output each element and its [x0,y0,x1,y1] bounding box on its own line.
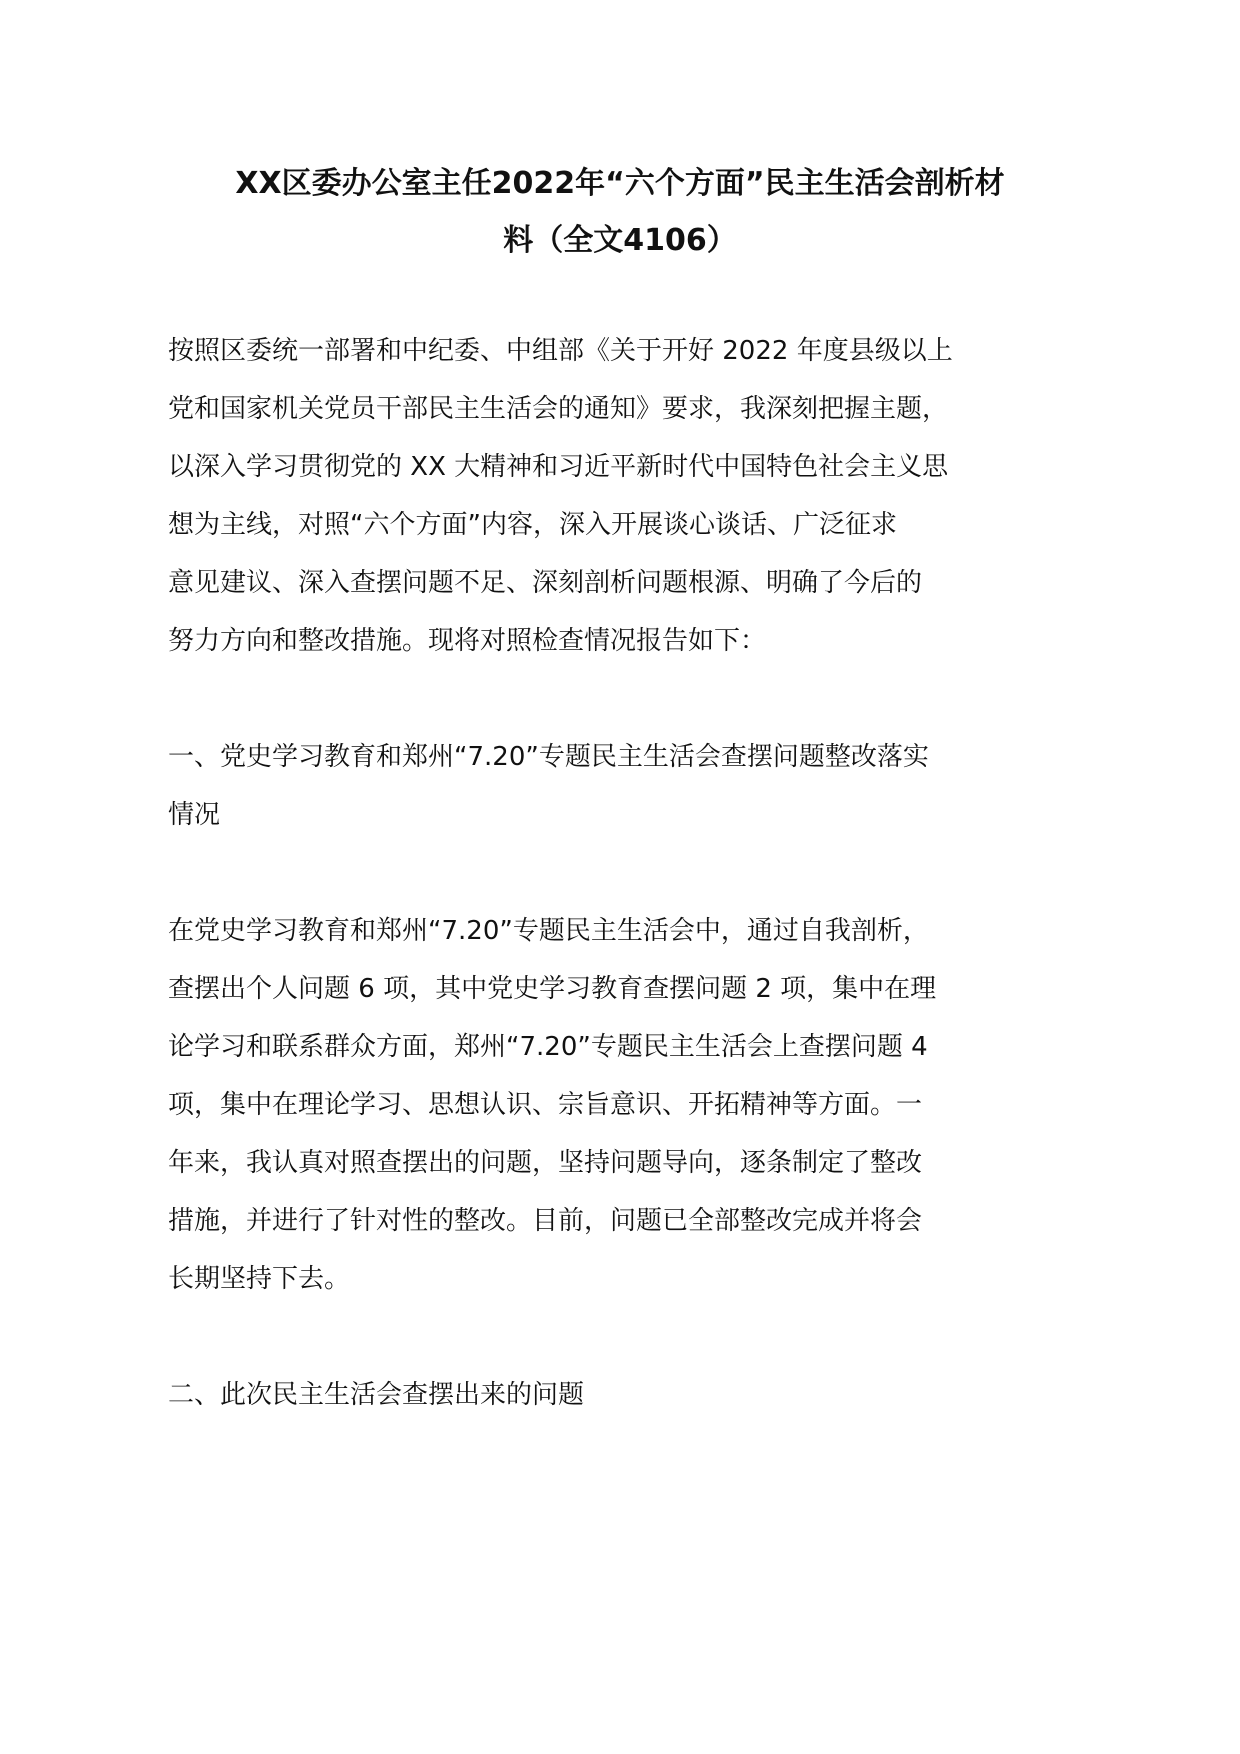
title-line: 料（全文4106） [503,223,737,258]
text-line: 论学习和联系群众方面，郑州“7.20”专题民主生活会上查摆问题 4 [168,1032,928,1062]
section-1-paragraph [168,902,958,1308]
heading-line: 二、此次民主生活会查摆出来的问题 [168,1380,585,1410]
text-line: 按照区委统一部署和中纪委、中组部《关于开好 2022 年度县级以上 [168,336,953,366]
text-line: 意见建议、深入查摆问题不足、深刻剖析问题根源、明确了今后的 [168,568,923,598]
text-line: 项，集中在理论学习、思想认识、宗旨意识、开拓精神等方面。一 [168,1090,923,1120]
document-title [150,155,1090,269]
text-line: 以深入学习贯彻党的 XX 大精神和习近平新时代中国特色社会主义思 [168,452,949,482]
text-line: 努力方向和整改措施。现将对照检查情况报告如下： [168,626,767,656]
text-line: 长期坚持下去。 [168,1264,351,1294]
text-line: 党和国家机关党员干部民主生活会的通知》要求，我深刻把握主题， [168,394,949,424]
text-line: 年来，我认真对照查摆出的问题，坚持问题导向，逐条制定了整改 [168,1148,923,1178]
title-line: XX区委办公室主任2022年“六个方面”民主生活会剖析材 [235,166,1005,201]
text-line: 查摆出个人问题 6 项，其中党史学习教育查摆问题 2 项，集中在理 [168,974,937,1004]
section-2-heading [168,1366,958,1424]
section-1-heading [168,728,958,844]
text-line: 想为主线，对照“六个方面”内容，深入开展谈心谈话、广泛征求 [168,510,897,540]
intro-paragraph [168,322,958,670]
text-line: 措施，并进行了针对性的整改。目前，问题已全部整改完成并将会 [168,1206,923,1236]
text-line: 在党史学习教育和郑州“7.20”专题民主生活会中，通过自我剖析， [168,916,929,946]
heading-line: 一、党史学习教育和郑州“7.20”专题民主生活会查摆问题整改落实 [168,742,929,772]
heading-line: 情况 [168,800,221,830]
